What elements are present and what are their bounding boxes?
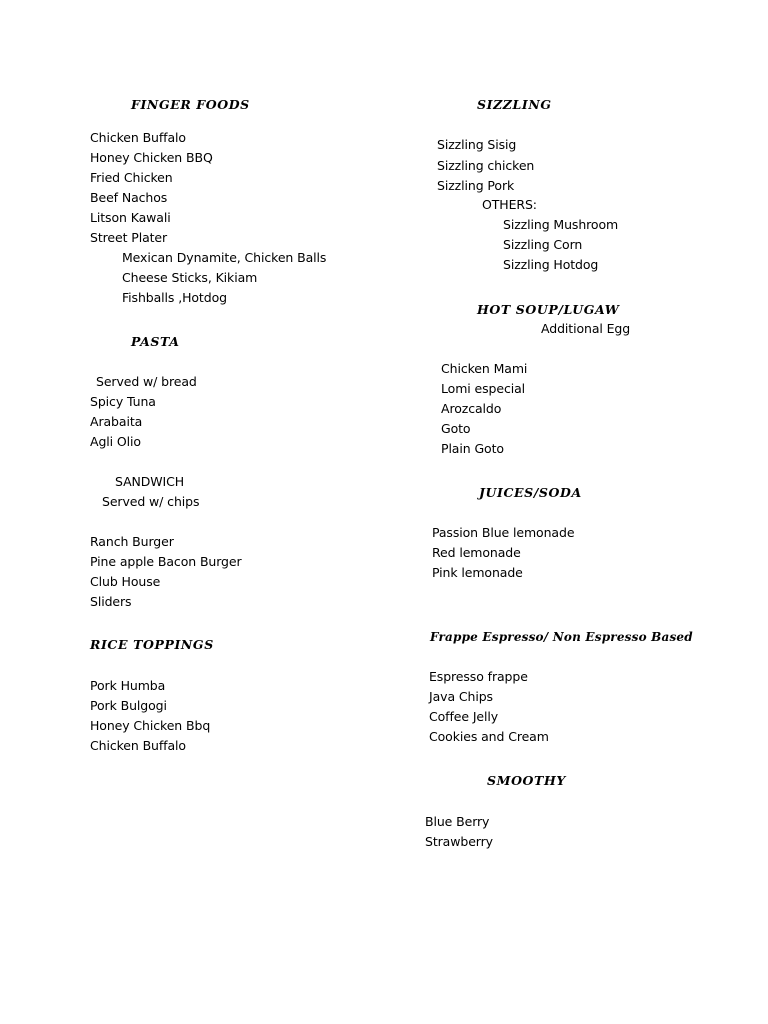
finger-foods-item: Litson Kawali [90,210,171,225]
sandwich-note: Served w/ chips [102,494,200,509]
finger-foods-sub-item: Fishballs ,Hotdog [122,290,227,305]
smoothy-item: Blue Berry [425,814,490,829]
juices-item: Pink lemonade [432,565,523,580]
frappe-item: Espresso frappe [429,669,528,684]
hot-soup-item: Chicken Mami [441,361,528,376]
pasta-item: Agli Olio [90,434,141,449]
pasta-item: Spicy Tuna [90,394,156,409]
frappe-item: Java Chips [429,689,493,704]
juices-item: Red lemonade [432,545,521,560]
sizzling-others-item: Sizzling Corn [503,237,583,252]
pasta-heading: PASTA [131,334,180,349]
hot-soup-heading: HOT SOUP/LUGAW [477,302,620,317]
finger-foods-sub-item: Cheese Sticks, Kikiam [122,270,258,285]
frappe-item: Coffee Jelly [429,709,499,724]
finger-foods-heading: FINGER FOODS [131,97,250,112]
finger-foods-sub-item: Mexican Dynamite, Chicken Balls [122,250,327,265]
hot-soup-note: Additional Egg [541,321,631,336]
hot-soup-item: Arozcaldo [441,401,502,416]
sizzling-item: Sizzling Pork [437,178,515,193]
sizzling-item: Sizzling Sisig [437,137,517,152]
juices-item: Passion Blue lemonade [432,525,575,540]
sandwich-item: Sliders [90,594,132,609]
finger-foods-item: Chicken Buffalo [90,130,186,145]
frappe-heading: Frappe Espresso/ Non Espresso Based [430,630,693,644]
finger-foods-item: Fried Chicken [90,170,173,185]
pasta-item: Arabaita [90,414,143,429]
rice-toppings-item: Honey Chicken Bbq [90,718,211,733]
hot-soup-item: Goto [441,421,471,436]
sandwich-heading: SANDWICH [115,474,185,489]
hot-soup-item: Plain Goto [441,441,504,456]
finger-foods-item: Honey Chicken BBQ [90,150,213,165]
sandwich-item: Pine apple Bacon Burger [90,554,242,569]
sizzling-item: Sizzling chicken [437,158,535,173]
juices-heading: JUICES/SODA [479,485,582,500]
frappe-item: Cookies and Cream [429,729,549,744]
rice-toppings-heading: RICE TOPPINGS [90,637,214,652]
finger-foods-item: Street Plater [90,230,168,245]
rice-toppings-item: Pork Bulgogi [90,698,167,713]
finger-foods-item: Beef Nachos [90,190,168,205]
smoothy-heading: SMOOTHY [487,773,566,788]
pasta-note: Served w/ bread [96,374,197,389]
sizzling-others-item: Sizzling Mushroom [503,217,619,232]
sizzling-heading: SIZZLING [477,97,552,112]
rice-toppings-item: Pork Humba [90,678,166,693]
rice-toppings-item: Chicken Buffalo [90,738,186,753]
smoothy-item: Strawberry [425,834,493,849]
sizzling-others-item: Sizzling Hotdog [503,257,599,272]
sandwich-item: Ranch Burger [90,534,174,549]
sandwich-item: Club House [90,574,161,589]
hot-soup-item: Lomi especial [441,381,526,396]
sizzling-others-label: OTHERS: [482,197,537,212]
